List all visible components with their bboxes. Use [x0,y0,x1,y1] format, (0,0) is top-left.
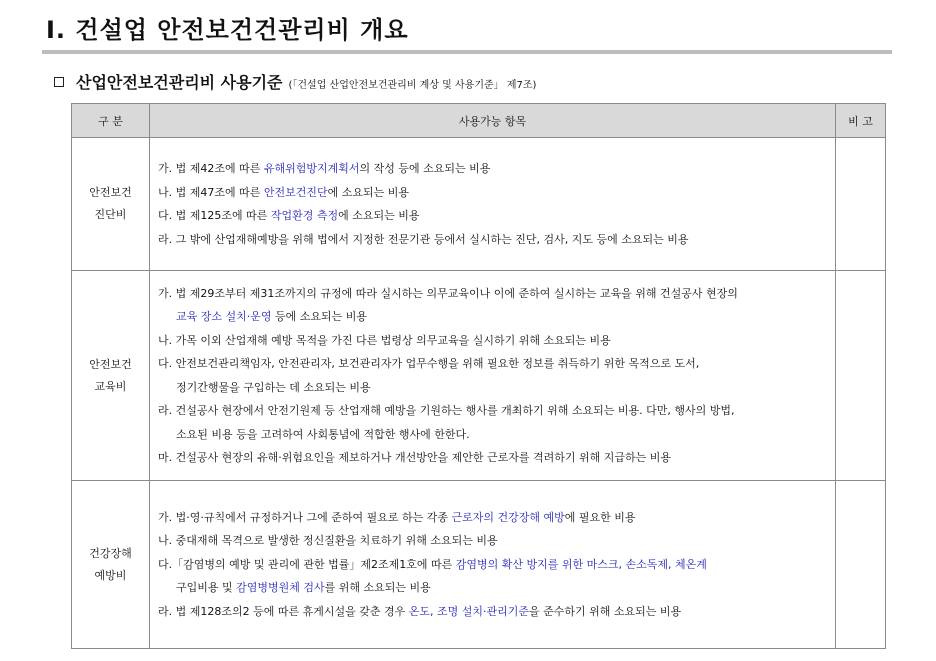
item-text: 정기간행물을 구입하는 데 소요되는 비용 [176,380,371,394]
highlighted-term: 작업환경 측정 [270,209,339,222]
item-line [158,376,829,400]
item-text: 나. 중대재해 목격으로 발생한 정신질환을 치료하기 위해 소요되는 비용 [158,534,498,548]
item-text: 다.「감염병의 예방 및 관리에 관한 법률」제2조제1호에 따른 [158,557,456,571]
highlighted-term: 감염병의 확산 방지를 위한 마스크, 손소독제, 체온계 [455,557,707,571]
highlighted-term: 근로자의 건강장해 예방 [451,510,565,524]
item-line [158,282,829,306]
item-text: 에 필요한 비용 [564,510,636,524]
category-line: 진단비 [94,208,127,221]
item-line [158,423,829,447]
item-line [158,529,829,553]
item-line [158,157,829,181]
item-text: 가. 법 제29조부터 제31조까지의 규정에 따라 실시하는 의무교육이나 이에 준하여 실시하는 교육을 위해 건설공사 현장의 [158,286,738,300]
highlighted-term: 감염병병원체 검사 [236,581,325,595]
item-text: 다. 법 제125조에 따른 [158,209,271,222]
category-line: 안전보건 [89,357,132,371]
category-line: 안전보건 [89,186,132,199]
section-heading [54,70,536,93]
table-row [72,271,886,481]
category-cell [72,138,150,271]
table-header-row [72,104,886,138]
highlighted-term: 교육 장소 설치·운영 [176,310,272,323]
item-text: 의 작성 등에 소요되는 비용 [359,162,491,175]
item-text: 나. 가목 이외 산업재해 예방 목적을 가진 다른 법령상 의무교육을 실시하기 위해 소요되는 비용 [158,333,611,347]
title-divider [42,50,892,54]
items-cell [150,138,836,271]
note-cell [836,271,886,481]
item-line [158,576,829,600]
category-line: 건강장해 [89,546,132,560]
item-line [158,352,829,376]
item-text: 라. 건설공사 현장에서 안전기원제 등 산업재해 예방을 기원하는 행사를 개최하기 위해 소요되는 비용. 다만, 행사의 방법, [158,404,735,417]
section-reference: (「건설업 산업안전보건관리비 계상 및 사용기준」 제7조) [288,80,537,91]
item-text: 가. 법 제42조에 따른 [158,162,264,175]
item-text: 다. 안전보건관리책임자, 안전관리자, 보건관리자가 업무수행을 위해 필요한 정보를 취득하기 위한 목적으로 도서, [158,357,700,370]
item-text: 구입비용 및 [176,581,237,595]
header-category: 구 분 [72,104,150,138]
item-line [158,204,829,228]
item-line [158,228,829,252]
item-text: 등에 소요되는 비용 [271,310,367,323]
item-text: 가. 법·영·규칙에서 규정하거나 그에 준하여 필요로 하는 각종 [158,510,452,524]
item-line [158,600,829,624]
table-row [72,481,886,649]
item-text: 나. 법 제47조에 따른 [158,185,264,199]
item-line [158,506,829,530]
note-cell [836,138,886,271]
table-row [72,138,886,271]
item-text: 라. 그 밖에 산업재해예방을 위해 법에서 지정한 전문기관 등에서 실시하는 진단, 검사, 지도 등에 소요되는 비용 [158,232,689,246]
category-line: 예방비 [94,568,127,582]
category-line: 교육비 [94,379,127,393]
category-cell [72,271,150,481]
highlighted-term: 유해위험방지계획서 [263,162,360,175]
item-text: 마. 건설공사 현장의 유해·위험요인을 제보하거나 개선방안을 제안한 근로자를 격려하기 위해 지급하는 비용 [158,451,671,464]
items-cell [150,271,836,481]
item-text: 를 위해 소요되는 비용 [324,581,431,595]
item-line [158,446,829,470]
item-text: 에 소요되는 비용 [338,209,420,222]
item-text: 을 준수하기 위해 소요되는 비용 [528,604,682,618]
square-bullet-icon [54,77,64,87]
item-line [158,305,829,329]
item-text: 소요된 비용 등을 고려하여 사회통념에 적합한 행사에 한한다. [176,427,470,441]
item-text: 에 소요되는 비용 [327,185,410,199]
item-line [158,181,829,205]
header-items: 사용가능 항목 [150,104,836,138]
page-title: Ⅰ. 건설업 안전보건건관리비 개요 [46,16,409,44]
section-title: 산업안전보건관리비 사용기준 [76,73,283,92]
cost-usage-table [71,103,886,649]
item-line [158,553,829,577]
item-text: 라. 법 제128조의2 등에 따른 휴게시설을 갖춘 경우 [158,604,409,618]
highlighted-term: 안전보건진단 [263,185,328,199]
item-line [158,399,829,423]
items-cell [150,481,836,649]
note-cell [836,481,886,649]
header-note: 비 고 [836,104,886,138]
item-line [158,329,829,353]
category-cell [72,481,150,649]
highlighted-term: 온도, 조명 설치·관리기준 [408,604,529,618]
